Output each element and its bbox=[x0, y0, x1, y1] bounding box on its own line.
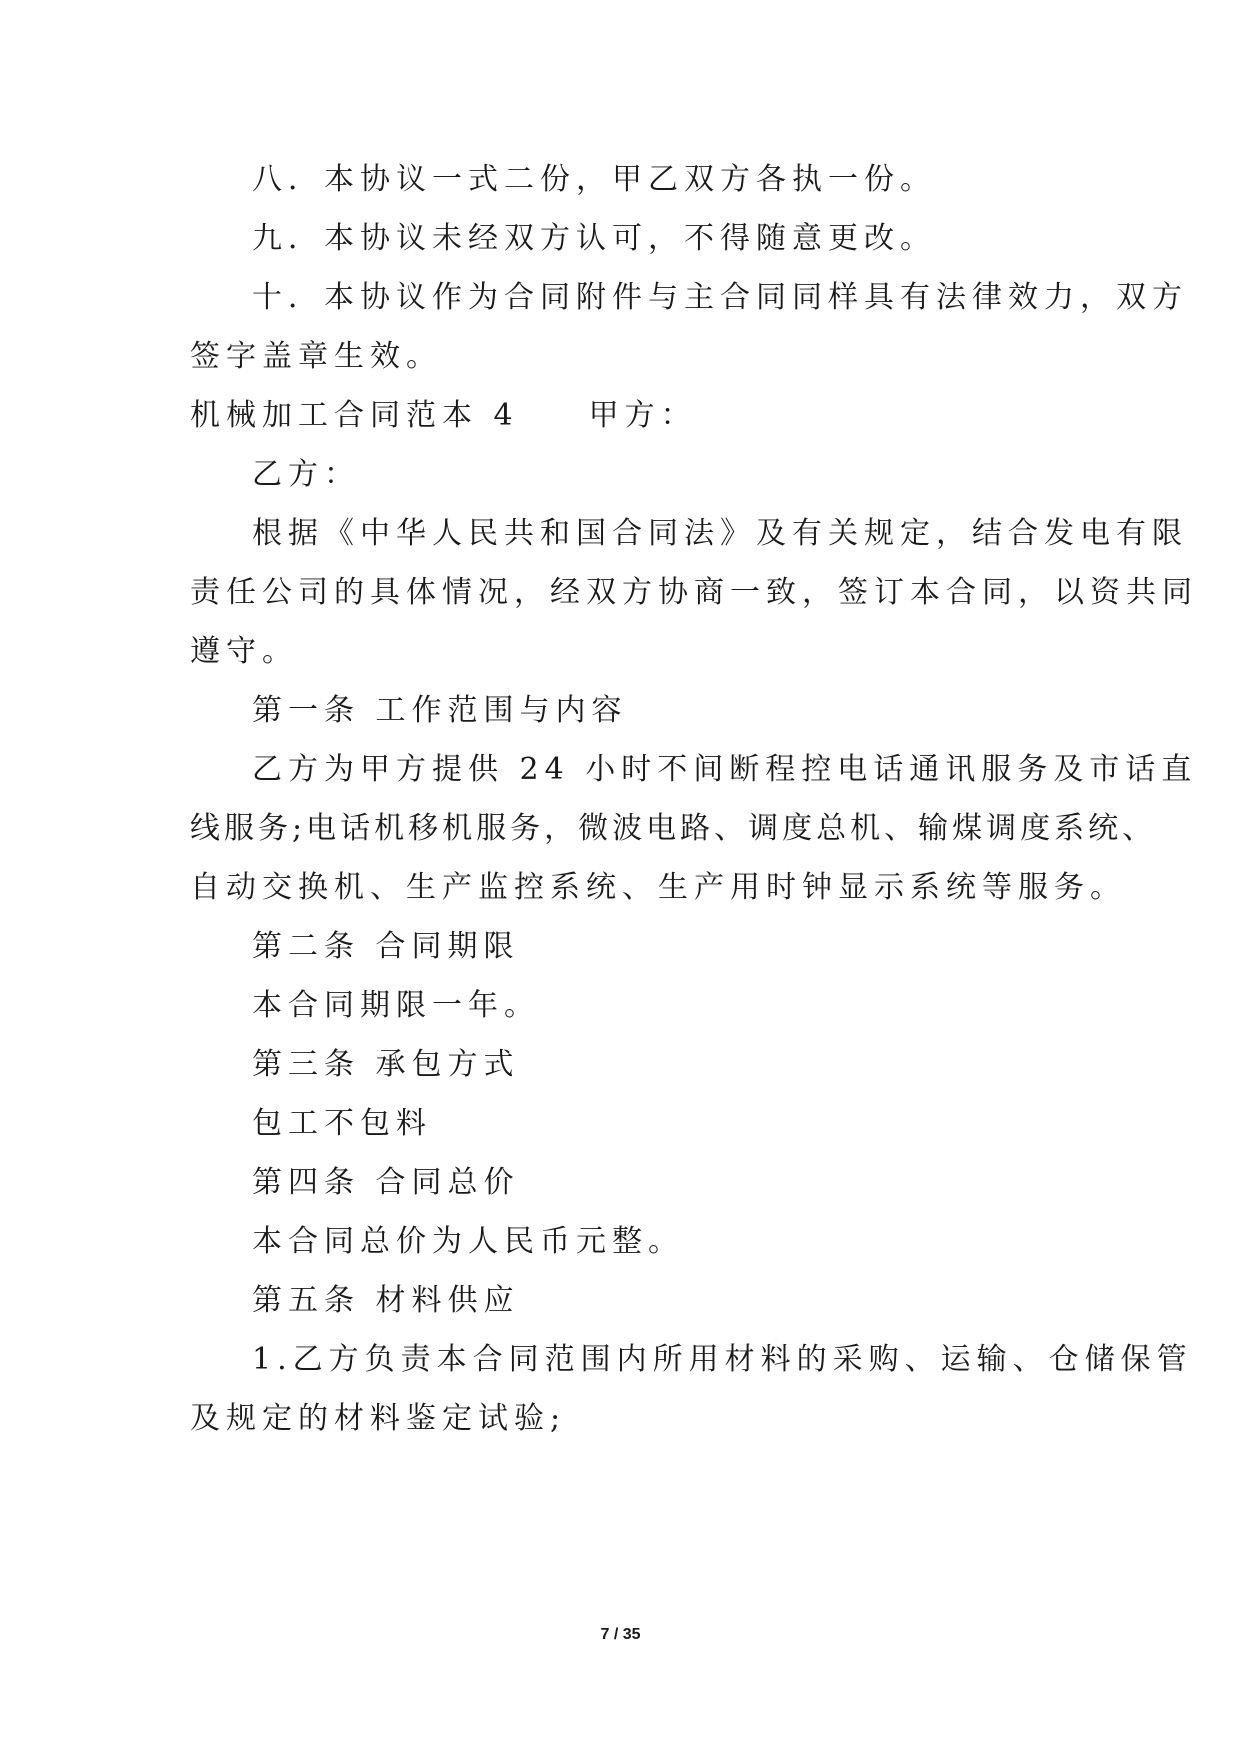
clause-9: 九．本协议未经双方认可，不得随意更改。 bbox=[252, 221, 936, 256]
article-2-heading: 第二条 合同期限 bbox=[252, 929, 520, 964]
article-1-body-line-1: 乙方为甲方提供 24 小时不间断程控电话通讯服务及市话直 bbox=[252, 752, 1198, 787]
party-a-label: 甲方： bbox=[588, 398, 697, 433]
clause-8: 八．本协议一式二份，甲乙双方各执一份。 bbox=[252, 162, 936, 197]
article-3-body: 包工不包料 bbox=[252, 1106, 432, 1141]
article-5-heading: 第五条 材料供应 bbox=[252, 1283, 520, 1318]
article-4-heading: 第四条 合同总价 bbox=[252, 1165, 520, 1200]
clause-10-continued: 签字盖章生效。 bbox=[190, 339, 442, 374]
preamble-line-2: 责任公司的具体情况，经双方协商一致，签订本合同，以资共同 bbox=[190, 575, 1198, 610]
contract-title: 机械加工合同范本 4 bbox=[190, 398, 519, 433]
article-1-heading: 第一条 工作范围与内容 bbox=[252, 693, 628, 728]
preamble-line-3: 遵守。 bbox=[190, 634, 298, 669]
article-5-item-1-line-2: 及规定的材料鉴定试验; bbox=[190, 1401, 567, 1436]
article-2-body: 本合同期限一年。 bbox=[252, 988, 540, 1023]
article-1-body-line-2: 线服务;电话机移机服务，微波电路、调度总机、输煤调度系统、 bbox=[190, 811, 1157, 846]
article-4-body: 本合同总价为人民币元整。 bbox=[252, 1224, 684, 1259]
page-number: 7 / 35 bbox=[600, 1626, 641, 1643]
contract-heading-line bbox=[0, 386, 1241, 446]
preamble-line-1: 根据《中华人民共和国合同法》及有关规定，结合发电有限 bbox=[252, 516, 1188, 551]
article-5-item-1-line-1: 1.乙方负责本合同范围内所用材料的采购、运输、仓储保管 bbox=[252, 1342, 1193, 1377]
article-3-heading: 第三条 承包方式 bbox=[252, 1047, 520, 1082]
article-1-body-line-3: 自动交换机、生产监控系统、生产用时钟显示系统等服务。 bbox=[190, 870, 1126, 905]
clause-10: 十．本协议作为合同附件与主合同同样具有法律效力，双方 bbox=[252, 280, 1188, 315]
party-b-label: 乙方： bbox=[252, 457, 360, 492]
